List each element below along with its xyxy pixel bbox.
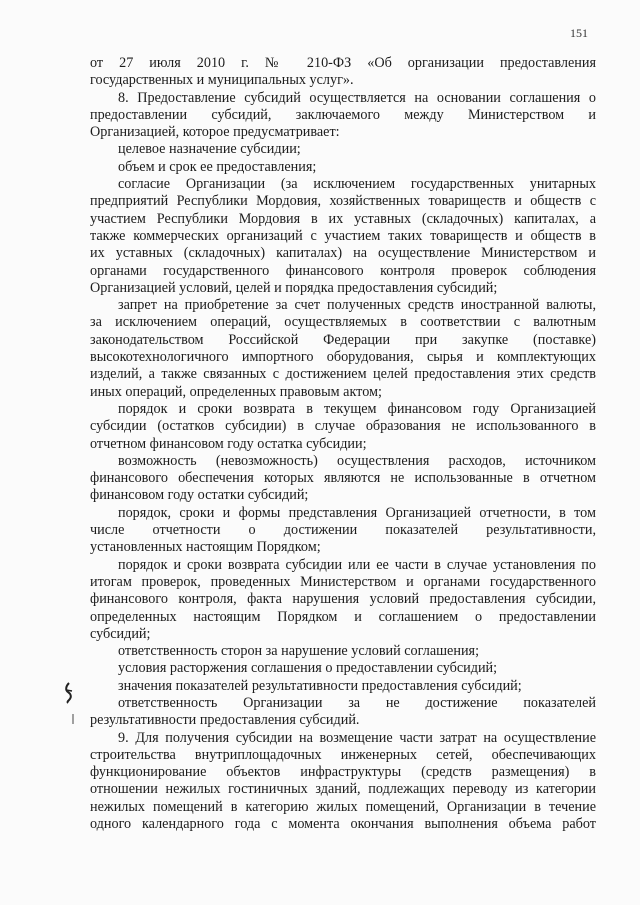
- text-line: числе отчетности о достижении показателей результативности,: [90, 522, 596, 539]
- text-line: целевое назначение субсидии;: [118, 141, 301, 158]
- text-line: государственных и муниципальных услуг».: [90, 72, 354, 89]
- text-line: финансового обеспечения которых являются не использованные в отчетном: [90, 470, 596, 487]
- text-line: порядок и сроки возврата в текущем финансовом году Организацией: [118, 400, 596, 417]
- text-line: строительства внутриплощадочных инженерных сетей, обеспечивающих: [90, 746, 596, 763]
- text-line: нежилых помещений в категорию жилых помещений, Организации в течение: [90, 798, 596, 815]
- text-line: субсидий;: [90, 625, 151, 642]
- text-line: согласие Организации (за исключением государственных унитарных: [118, 176, 596, 193]
- text-line: объем и срок ее предоставления;: [118, 158, 317, 175]
- text-line: финансовом году остатки субсидий;: [90, 487, 309, 504]
- text-line: участием Республики Мордовия в их уставных (складочных) капиталах, а: [90, 210, 596, 227]
- text-line: также коммерческих организаций с участием таких товариществ и обществ в: [90, 227, 596, 244]
- text-line: изделий, а также связанных с достижением целей предоставления этих средств: [90, 366, 596, 383]
- text-line: отношении нежилых гостиничных зданий, подлежащих переводу из категории: [90, 781, 596, 798]
- text-line: Организацией, которое предусматривает:: [90, 124, 340, 141]
- text-line: от 27 июля 2010 г. № 210-ФЗ «Об организации предоставления: [90, 55, 596, 71]
- text-line: значения показателей результативности предоставления субсидий;: [118, 677, 522, 694]
- text-line: 8. Предоставление субсидий осуществляется на основании соглашения о: [118, 89, 596, 106]
- text-line: законодательством Российской Федерации при закупке (поставке): [90, 331, 596, 348]
- margin-ink-mark: [63, 682, 75, 704]
- text-line: их уставных (складочных) капиталах) на осуществление Министерством и: [90, 245, 596, 262]
- text-line: высокотехнологичного импортного оборудования, сырья и комплектующих: [90, 349, 596, 366]
- text-line: ответственность Организации за не достижение показателей: [118, 694, 596, 711]
- text-line: предприятий Республики Мордовия, хозяйственных товариществ и обществ с: [90, 193, 596, 210]
- text-line: одного календарного года с момента окончания выполнения объема работ: [90, 816, 596, 833]
- text-line: субсидии (остатков субсидии) в случае образования не использованного в: [90, 418, 596, 435]
- text-line: органами государственного финансового контроля проверок соблюдения: [90, 262, 596, 279]
- text-line: Организацией условий, целей и порядка предоставления субсидий;: [90, 279, 498, 296]
- text-line: определенных настоящим Порядком и соглашением о предоставлении: [90, 608, 596, 625]
- page-number: 151: [570, 26, 588, 40]
- text-line: запрет на приобретение за счет полученных средств иностранной валюты,: [118, 297, 596, 314]
- document-body: [90, 55, 596, 833]
- text-line: порядок и сроки возврата субсидии или ее части в случае установления по: [118, 556, 596, 573]
- text-line: иных операций, определенных правовым актом;: [90, 383, 382, 400]
- text-line: возможность (невозможность) осуществления расходов, источником: [118, 452, 596, 469]
- text-line: условия расторжения соглашения о предоставлении субсидий;: [118, 660, 498, 677]
- text-line: финансового контроля, факта нарушения условий предоставления субсидии,: [90, 591, 596, 608]
- text-line: итогам проверок, проведенных Министерством и органами государственного: [90, 573, 596, 590]
- text-line: установленных настоящим Порядком;: [90, 539, 321, 556]
- text-line: результативности предоставления субсидий.: [90, 712, 360, 729]
- margin-ink-dot: [71, 713, 75, 725]
- text-line: отчетном финансовом году остатка субсидии;: [90, 435, 367, 452]
- text-line: 9. Для получения субсидии на возмещение части затрат на осуществление: [118, 729, 596, 746]
- text-line: за исключением операций, осуществляемых в соответствии с валютным: [90, 314, 596, 331]
- text-line: функционирование объектов инфраструктуры (средств размещения) в: [90, 764, 596, 781]
- text-line: порядок, сроки и формы представления Организацией отчетности, в том: [118, 504, 596, 521]
- text-line: предоставлении субсидий, заключаемого между Министерством и: [90, 106, 596, 123]
- text-line: ответственность сторон за нарушение условий соглашения;: [118, 643, 480, 660]
